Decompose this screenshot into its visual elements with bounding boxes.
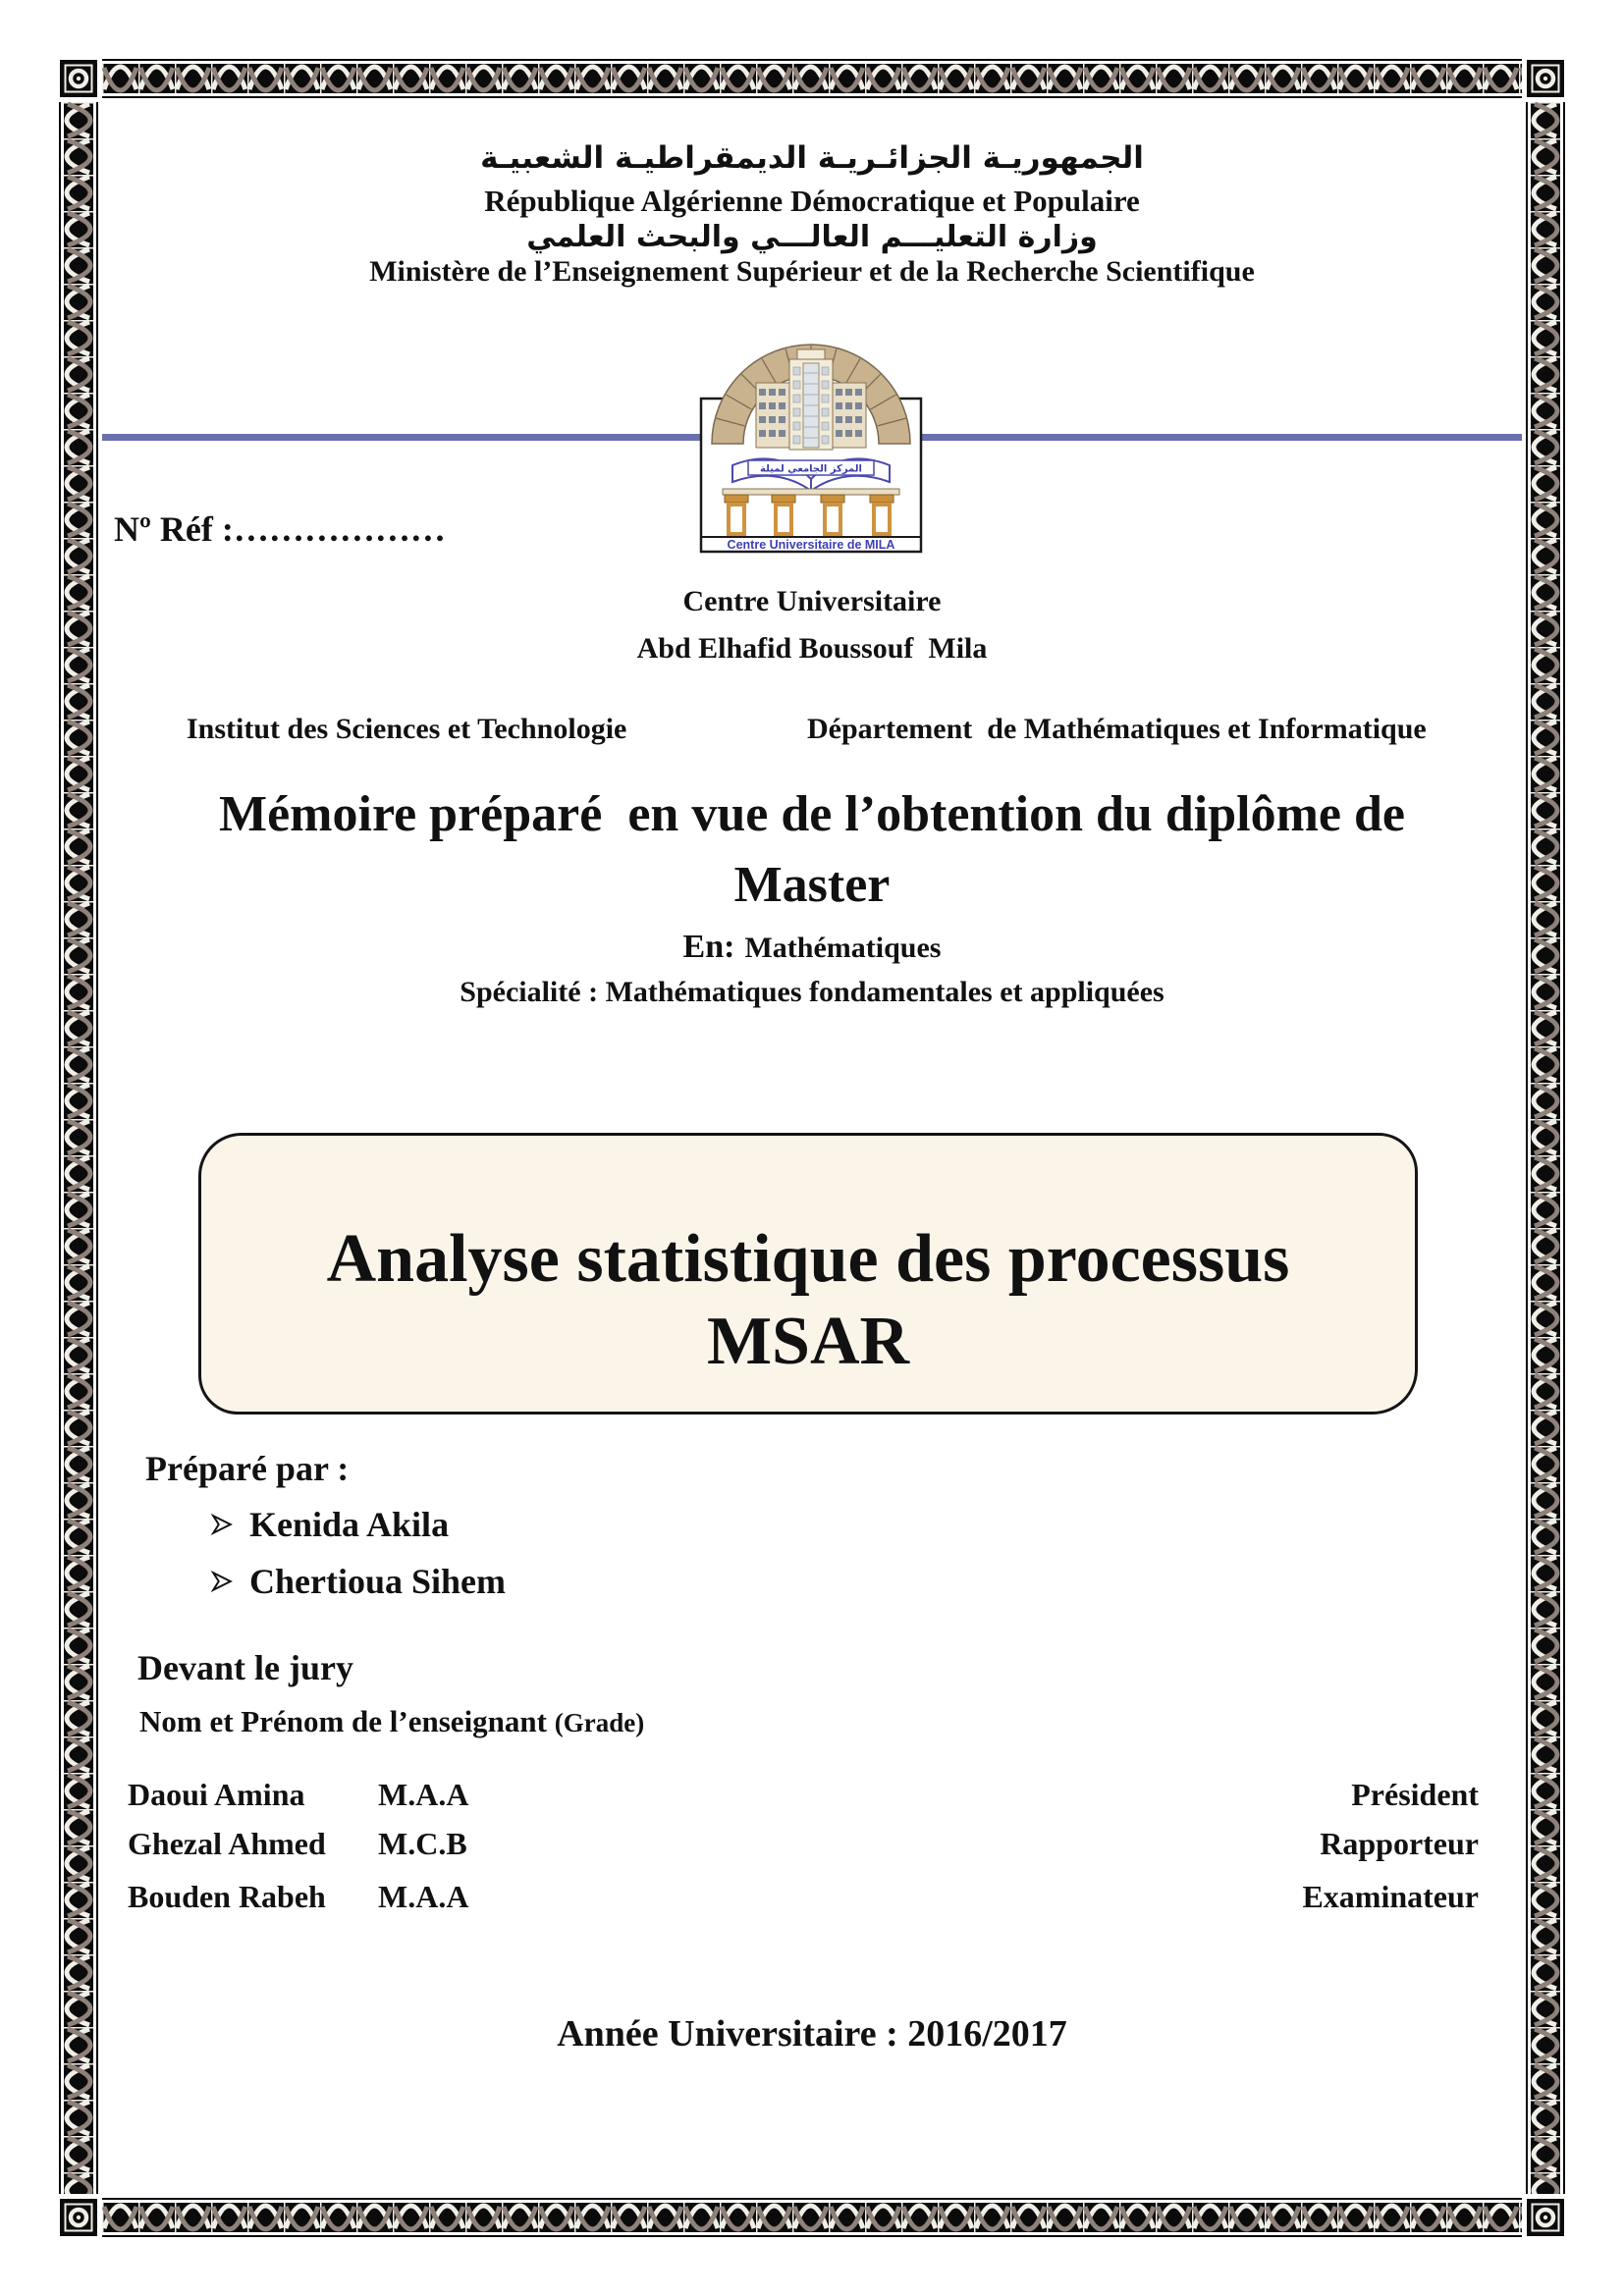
field-value: Mathématiques <box>744 932 942 964</box>
border-corner-ornament <box>1526 59 1565 98</box>
table-row-jury-member <box>128 1826 1479 1862</box>
institute-name: Institut des Sciences et Technologie <box>187 713 627 745</box>
speciality-line: Spécialité : Mathématiques fondamentales et appliquées <box>460 976 1164 1008</box>
thesis-title-line1: Analyse statistique des processus <box>326 1221 1290 1297</box>
republic-name-french: République Algérienne Démocratique et Populaire <box>484 184 1140 218</box>
university-logo <box>699 322 923 554</box>
author-name: Chertioua Sihem <box>249 1562 506 1601</box>
border-top-ornament <box>102 59 1522 98</box>
jury-member-role: Président <box>1351 1777 1479 1812</box>
degree-statement-line1: Mémoire préparé en vue de l’obtention du diplôme de <box>219 786 1405 842</box>
thesis-title-line2: MSAR <box>706 1304 910 1379</box>
list-item-author <box>210 1561 506 1602</box>
border-corner-ornament <box>59 2198 98 2237</box>
ministry-name-arabic: وزارة التعليـــم العالـــي والبحث العلمي <box>526 220 1098 254</box>
department-name: Département de Mathématiques et Informatique <box>807 713 1427 745</box>
jury-member-grade: M.A.A <box>378 1777 469 1812</box>
jury-member-role: Rapporteur <box>1320 1826 1479 1861</box>
jury-member-name: Daoui Amina <box>128 1777 305 1812</box>
degree-statement-line2: Master <box>733 857 891 913</box>
jury-member-name: Ghezal Ahmed <box>128 1826 326 1861</box>
jury-member-name: Bouden Rabeh <box>128 1879 326 1914</box>
institution-name-line1: Centre Universitaire <box>682 585 942 617</box>
ministry-name-french: Ministère de l’Enseignement Supérieur et de la Recherche Scientifique <box>369 255 1255 288</box>
border-bottom-ornament <box>102 2198 1522 2237</box>
jury-heading: Devant le jury <box>137 1648 353 1687</box>
logo-book-text: المركز الجامعي لميلة <box>760 463 862 475</box>
logo-caption: Centre Universitaire de MILA <box>727 538 895 552</box>
arrow-bullet-icon <box>210 1504 234 1545</box>
institution-name-line2: Abd Elhafid Boussouf Mila <box>636 632 988 665</box>
thesis-title-box <box>198 1133 1418 1415</box>
author-name: Kenida Akila <box>249 1505 450 1544</box>
table-row-jury-member <box>128 1879 1479 1915</box>
jury-subheading-grade: (Grade) <box>554 1708 645 1737</box>
jury-member-grade: M.C.B <box>378 1826 467 1861</box>
list-item-author <box>210 1504 449 1545</box>
border-right-ornament <box>1526 102 1565 2194</box>
border-corner-ornament <box>59 59 98 98</box>
arrow-bullet-icon <box>210 1561 234 1602</box>
degree-field-line <box>0 929 1624 966</box>
prepared-by-label: Préparé par : <box>145 1449 350 1488</box>
border-left-ornament <box>59 102 98 2194</box>
academic-year: Année Universitaire : 2016/2017 <box>557 2013 1067 2055</box>
jury-subheading-main: Nom et Prénom de l’enseignant <box>139 1704 555 1738</box>
border-corner-ornament <box>1526 2198 1565 2237</box>
jury-member-role: Examinateur <box>1302 1879 1479 1914</box>
republic-name-arabic: الجمهوريـة الجزائـريـة الديمقراطيـة الشعبيـة <box>480 140 1144 176</box>
jury-member-grade: M.A.A <box>378 1879 469 1914</box>
jury-subheading <box>139 1704 644 1739</box>
field-label: En: <box>682 929 735 965</box>
table-row-jury-member <box>128 1777 1479 1813</box>
reference-number-label: Nº Réf :……………… <box>114 509 446 549</box>
